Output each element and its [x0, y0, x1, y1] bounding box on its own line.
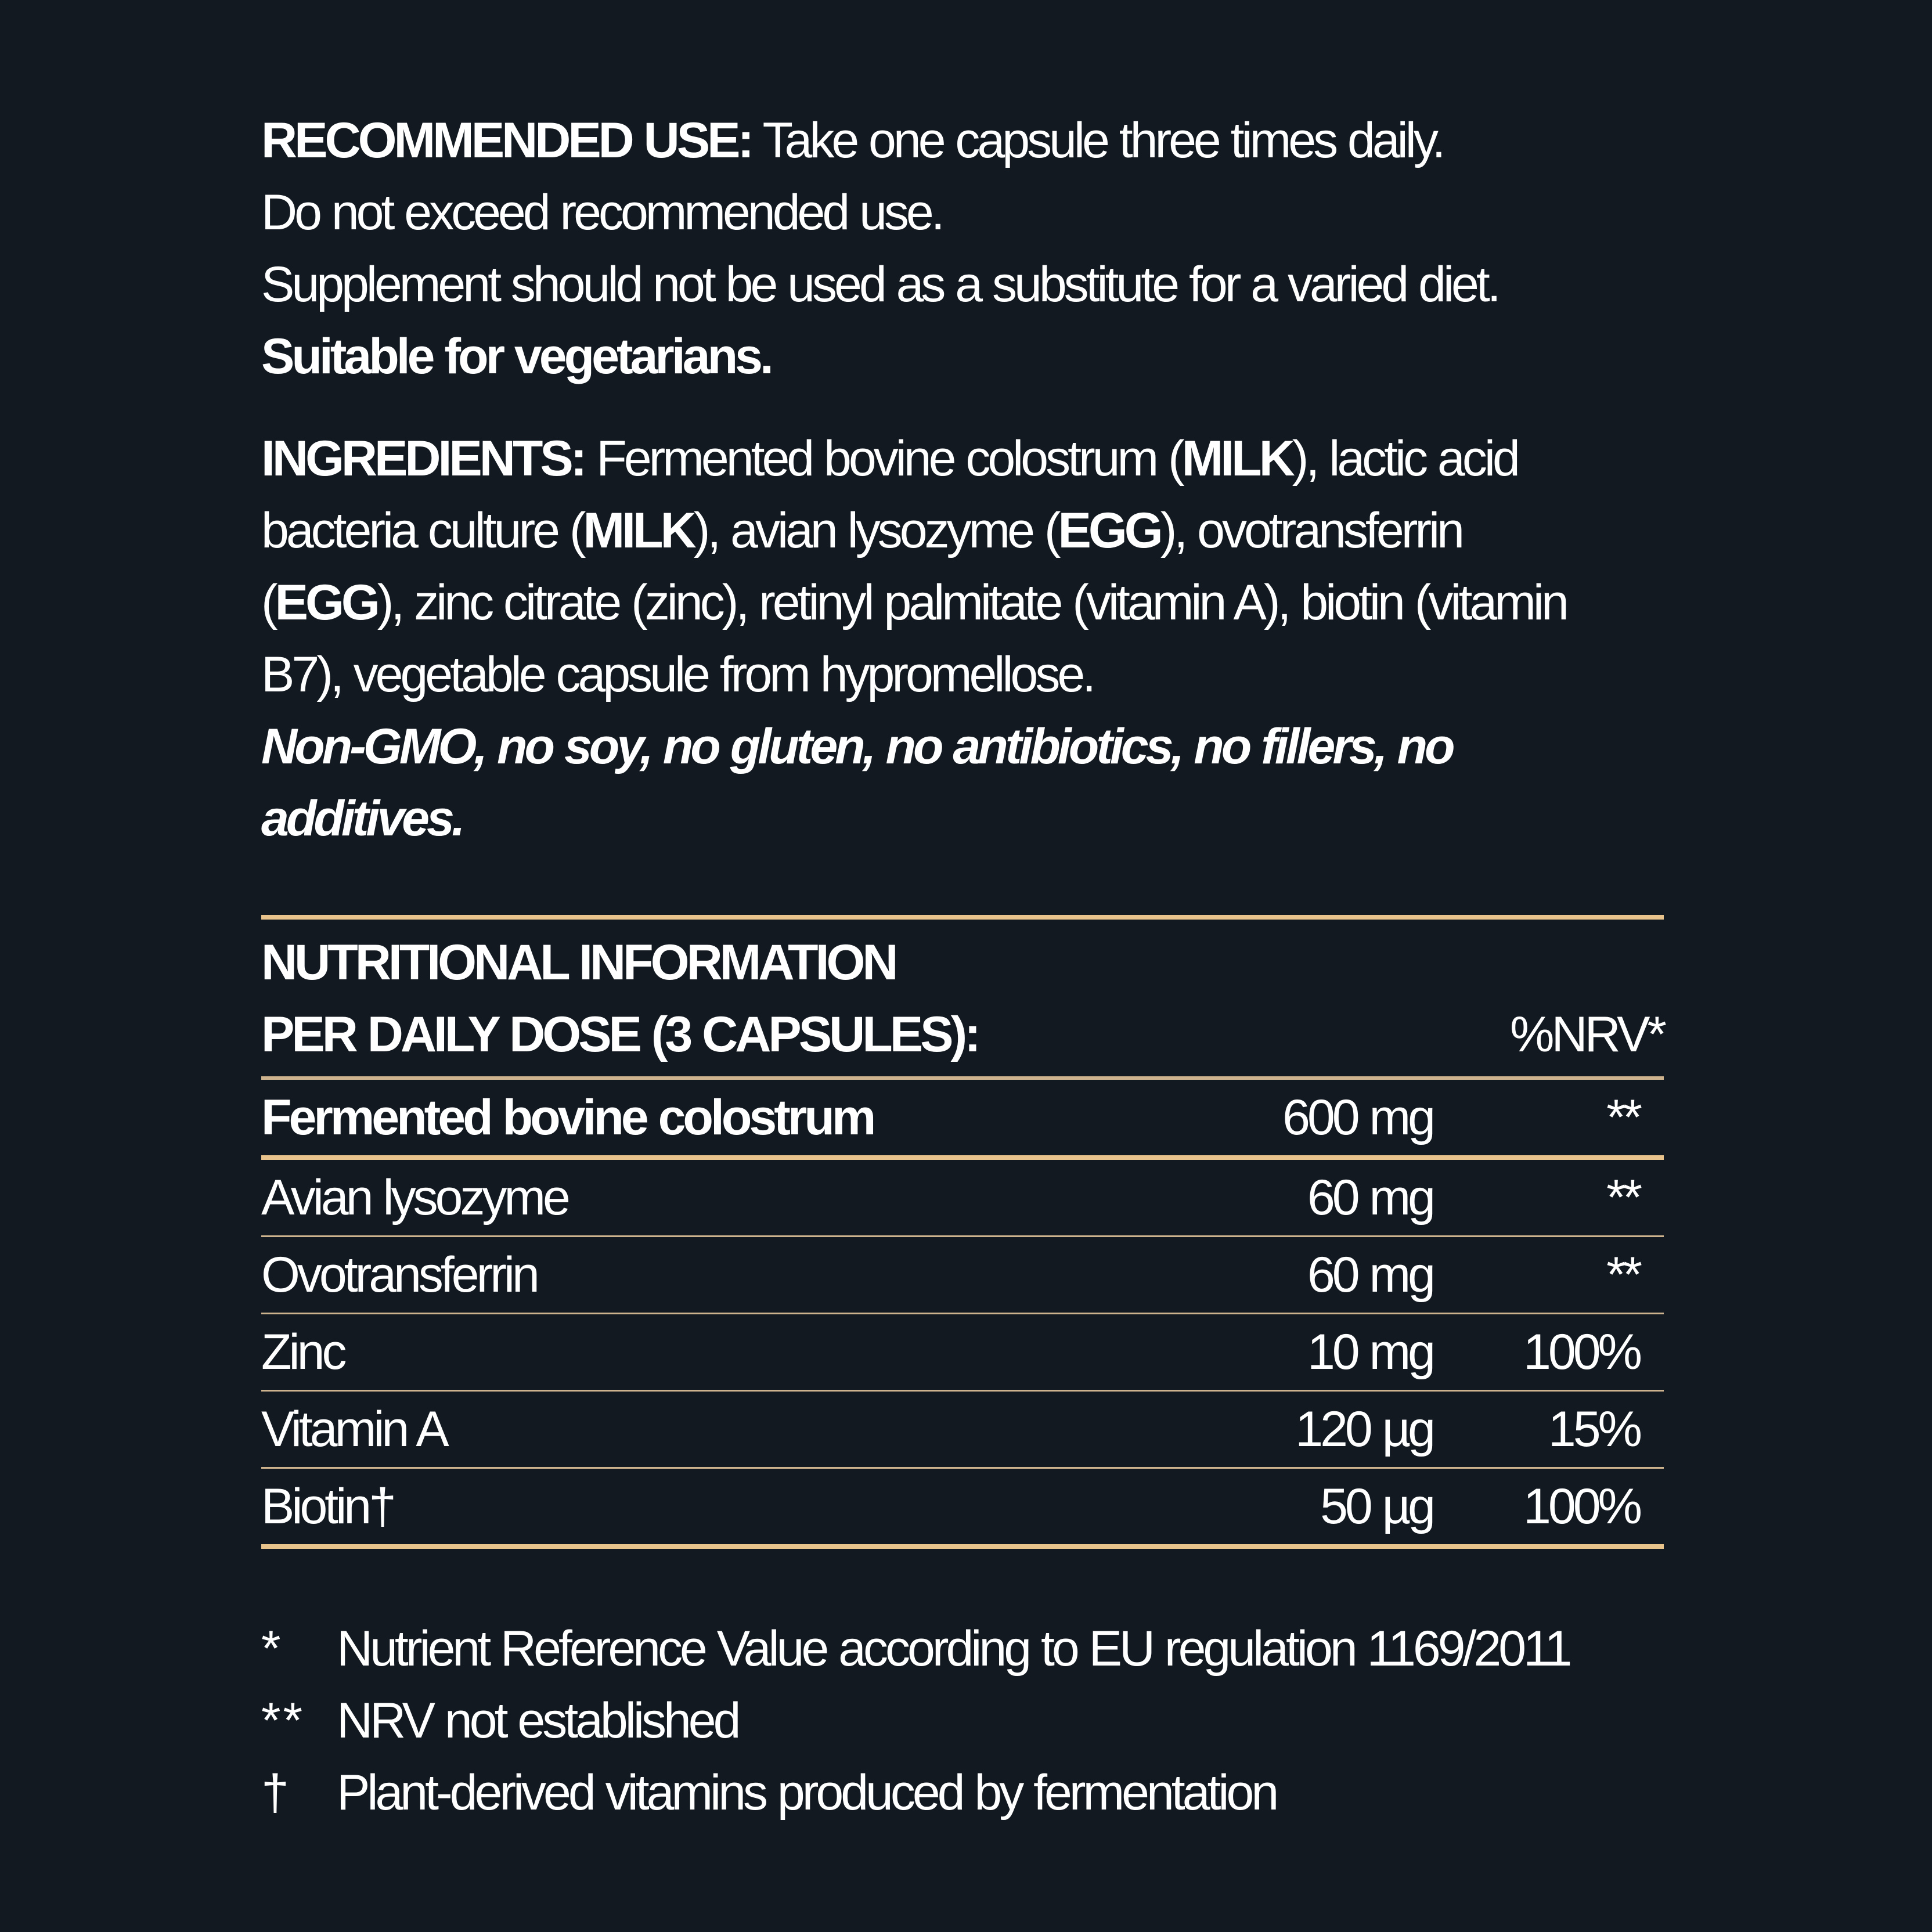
table-row — [261, 1392, 1664, 1467]
table-row — [261, 1237, 1664, 1313]
nutrient-nrv: ** — [1606, 1170, 1639, 1225]
footnote-text: NRV not established — [337, 1693, 738, 1749]
vegetarian-statement: Suitable for vegetarians. — [261, 329, 771, 384]
table-row — [261, 1314, 1664, 1390]
nutrition-title-line-1: NUTRITIONAL INFORMATION — [261, 935, 896, 990]
table-bottom-rule — [261, 1544, 1664, 1549]
free-from-claims: Non-GMO, no soy, no gluten, no antibiotics, no fillers, no additives. — [261, 719, 1452, 846]
nutrient-amount: 60 mg — [1307, 1170, 1433, 1225]
nutrient-nrv: 100% — [1523, 1324, 1639, 1380]
ingredients-segment: Fermented bovine colostrum ( — [584, 431, 1182, 486]
footnote — [261, 1757, 1664, 1829]
nutrient-nrv: ** — [1606, 1090, 1639, 1145]
ingredients-segment: ), zinc citrate (zinc), retinyl palmitate (vitamin A), biotin (vitamin B7), vegetable capsule from hypromellose. — [261, 575, 1566, 702]
footnote — [261, 1685, 1664, 1757]
recommended-use-line-3: Supplement should not be used as a substitute for a varied diet. — [261, 257, 1498, 312]
allergen-egg: EGG — [1058, 503, 1160, 558]
table-row — [261, 1080, 1664, 1155]
nutrition-title-line-2: PER DAILY DOSE (3 CAPSULES): — [261, 1007, 978, 1062]
nutrient-nrv: 15% — [1548, 1401, 1639, 1457]
footnote-symbol: ** — [261, 1693, 305, 1749]
nutrition-table — [261, 915, 1664, 1549]
nutrient-name: Avian lysozyme — [261, 1170, 568, 1225]
table-row — [261, 1160, 1664, 1235]
footnote-symbol: † — [261, 1765, 291, 1821]
table-row — [261, 1469, 1664, 1544]
nutrient-amount: 10 mg — [1307, 1324, 1433, 1380]
recommended-use-section — [261, 104, 1664, 392]
nutrient-nrv: 100% — [1523, 1479, 1639, 1534]
table-top-rule — [261, 915, 1664, 920]
nutrient-nrv: ** — [1606, 1247, 1639, 1303]
nutrient-name: Biotin† — [261, 1479, 394, 1534]
footnote-text: Nutrient Reference Value according to EU regulation 1169/2011 — [337, 1621, 1570, 1677]
allergen-milk: MILK — [583, 503, 694, 558]
nutrient-amount: 60 mg — [1307, 1247, 1433, 1303]
supplement-label-panel — [261, 104, 1664, 1829]
recommended-use-dosage: Take one capsule three times daily. — [751, 113, 1443, 168]
footnote-text: Plant-derived vitamins produced by fermentation — [337, 1765, 1277, 1821]
nutrient-name: Vitamin A — [261, 1401, 446, 1457]
nutrient-amount: 50 µg — [1320, 1479, 1433, 1534]
nutrient-name: Ovotransferrin — [261, 1247, 537, 1303]
allergen-egg: EGG — [275, 575, 377, 630]
nrv-column-header: %NRV* — [1510, 1007, 1664, 1062]
allergen-milk: MILK — [1181, 431, 1292, 486]
footnote — [261, 1613, 1664, 1685]
ingredients-section — [261, 423, 1664, 855]
nutrition-table-header — [261, 920, 1664, 1076]
recommended-use-label: RECOMMENDED USE: — [261, 113, 752, 168]
nutrient-amount: 600 mg — [1282, 1090, 1433, 1145]
footnotes — [261, 1613, 1664, 1829]
ingredients-text — [261, 423, 1596, 711]
nutrient-name: Zinc — [261, 1324, 344, 1380]
ingredients-label: INGREDIENTS: — [261, 431, 585, 486]
row-rule — [261, 1155, 1664, 1160]
footnote-symbol: * — [261, 1621, 283, 1677]
nutrient-amount: 120 µg — [1295, 1401, 1433, 1457]
recommended-use-line-2: Do not exceed recommended use. — [261, 185, 942, 240]
ingredients-segment: ), lactic acid bacteria culture ( — [261, 431, 1518, 558]
nutrient-name: Fermented bovine colostrum — [261, 1090, 874, 1145]
ingredients-segment: ), ovotransferrin ( — [261, 503, 1462, 630]
ingredients-segment: ), avian lysozyme ( — [693, 503, 1058, 558]
recommended-use-line-1 — [261, 104, 1664, 176]
